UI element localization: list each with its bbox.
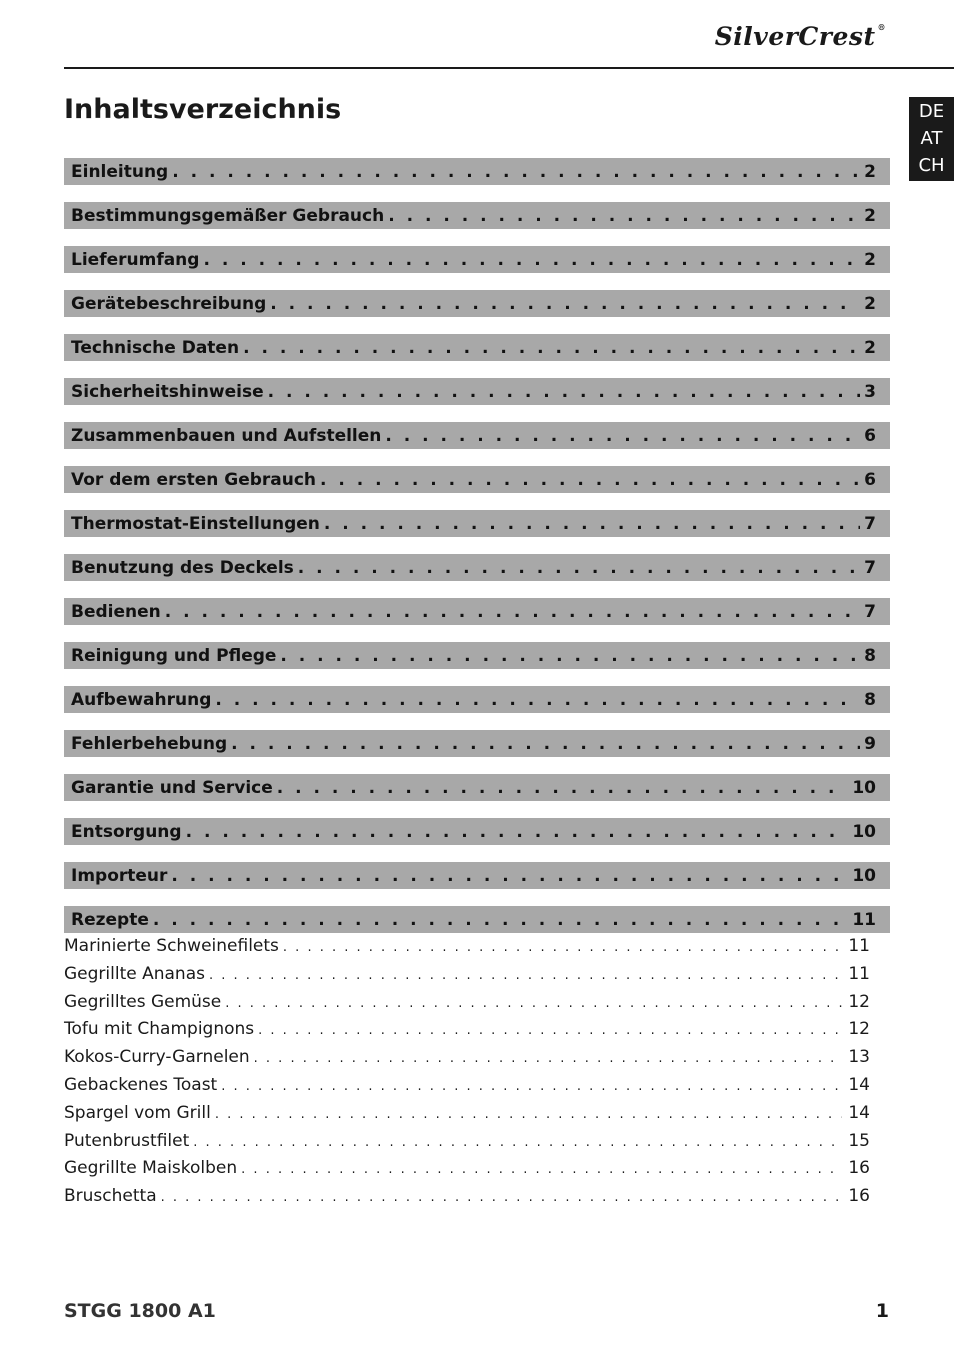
toc-sub-entry-label: Tofu mit Champignons: [64, 1019, 255, 1040]
language-de: DE: [918, 101, 945, 122]
toc-leader: [254, 1051, 842, 1066]
toc-leader: [215, 1107, 842, 1122]
toc-entry[interactable]: [64, 554, 890, 581]
toc-sub-entry-label: Marinierte Schweinefilets: [64, 936, 279, 956]
toc-sub-entry[interactable]: [64, 1019, 870, 1047]
toc-leader: [243, 338, 860, 358]
toc-leader: [225, 996, 842, 1011]
toc-entry[interactable]: [64, 686, 890, 713]
toc-sub-entry-page: 13: [848, 1047, 870, 1068]
toc-leader: [320, 470, 860, 490]
toc-entry-page: 11: [852, 909, 876, 930]
toc-sub-entry-page: 14: [848, 1102, 870, 1123]
toc-entry-label: Vor dem ersten Gebrauch: [71, 469, 317, 490]
toc-sub-entry[interactable]: [64, 964, 870, 992]
toc-entry-page: 7: [864, 601, 876, 622]
toc-leader: [277, 778, 849, 798]
toc-entry[interactable]: [64, 466, 890, 493]
toc-sub-entry[interactable]: [64, 1103, 870, 1131]
toc-sub-entry-page: 14: [848, 1074, 870, 1095]
toc-sub-entry-page: 12: [848, 991, 870, 1012]
toc-sub-entry[interactable]: [64, 992, 870, 1020]
toc-sub-entry-page: 11: [848, 963, 870, 984]
toc-entry[interactable]: [64, 334, 890, 361]
language-at: AT: [920, 128, 943, 149]
brand-name: SilverCrest: [714, 22, 876, 51]
toc-entry-label: Bestimmungsgemäßer Gebrauch: [71, 205, 385, 226]
toc-leader: [270, 294, 860, 314]
toc-entry-page: 8: [864, 645, 876, 666]
toc-sub-entry[interactable]: [64, 936, 870, 964]
toc-sub-entry-label: Gebackenes Toast: [64, 1074, 218, 1095]
toc-sub-entry-label: Kokos-Curry-Garnelen: [64, 1047, 250, 1068]
toc-recipe-list: [64, 936, 870, 1214]
toc-sub-entry-label: Spargel vom Grill: [64, 1102, 211, 1123]
toc-leader: [221, 1079, 842, 1094]
toc-entry-page: 8: [864, 689, 876, 710]
toc-entry[interactable]: [64, 730, 890, 757]
toc-entry[interactable]: [64, 818, 890, 845]
toc-entry-label: Rezepte: [71, 909, 149, 930]
toc-leader: [324, 514, 860, 534]
toc-entry[interactable]: [64, 246, 890, 273]
toc-entry-label: Aufbewahrung: [71, 689, 212, 710]
footer-page-number: 1: [875, 1300, 889, 1322]
toc-sub-entry[interactable]: [64, 1186, 870, 1214]
toc-entry-label: Technische Daten: [71, 337, 240, 358]
toc-entry-label: Fehlerbehebung: [71, 733, 228, 754]
footer-model-number: STGG 1800 A1: [64, 1300, 216, 1322]
toc-entry-label: Reinigung und Pflege: [71, 645, 277, 666]
toc-sub-entry[interactable]: [64, 1158, 870, 1186]
toc-leader: [153, 910, 848, 930]
toc-leader: [209, 968, 842, 983]
toc-sub-entry-label: Gegrillte Ananas: [64, 963, 205, 984]
toc-leader: [280, 646, 860, 666]
language-ch: CH: [918, 155, 945, 176]
toc-leader: [268, 382, 861, 402]
toc-leader: [298, 558, 860, 578]
toc-entry-label: Bedienen: [71, 601, 161, 622]
toc-sub-entry-page: 12: [848, 1019, 870, 1040]
toc-entry[interactable]: [64, 290, 890, 317]
toc-leader: [231, 734, 860, 754]
toc-entry-label: Gerätebeschreibung: [71, 293, 267, 314]
toc-sub-entry[interactable]: [64, 1131, 870, 1159]
toc-entry-label: Lieferumfang: [71, 249, 200, 270]
toc-leader: [193, 1135, 842, 1150]
toc-leader: [165, 602, 860, 622]
toc-entry-page: 2: [864, 161, 876, 182]
language-tab: [909, 97, 954, 181]
toc-sub-entry-page: 16: [848, 1186, 870, 1207]
toc-entry[interactable]: [64, 862, 890, 889]
toc-entry[interactable]: [64, 598, 890, 625]
toc-entry[interactable]: [64, 158, 890, 185]
toc-entry-label: Entsorgung: [71, 821, 182, 842]
toc-entry-page: 10: [852, 777, 876, 798]
toc-entry[interactable]: [64, 422, 890, 449]
page-title: Inhaltsverzeichnis: [64, 94, 342, 125]
toc-leader: [186, 822, 849, 842]
toc-sub-entry-page: 15: [848, 1130, 870, 1151]
toc-leader: [258, 1023, 842, 1038]
toc-entry-page: 6: [864, 469, 876, 490]
toc-entry-label: Einleitung: [71, 161, 169, 182]
toc-leader: [161, 1190, 842, 1205]
toc-leader: [385, 426, 860, 446]
toc-leader: [241, 1162, 842, 1177]
toc-entry-label: Importeur: [71, 865, 168, 886]
toc-entry[interactable]: [64, 774, 890, 801]
toc-sub-entry-label: Gegrillte Maiskolben: [64, 1158, 238, 1179]
header-rule: [64, 67, 954, 69]
toc-entry[interactable]: [64, 202, 890, 229]
toc-entry-label: Sicherheitshinweise: [71, 381, 264, 402]
toc-leader: [215, 690, 860, 710]
brand-logo: [715, 22, 886, 51]
brand-registered-mark: ®: [877, 22, 886, 32]
toc-entry-page: 2: [864, 293, 876, 314]
toc-entry-page: 9: [864, 733, 876, 754]
toc-entry-page: 2: [864, 337, 876, 358]
toc-entry-page: 7: [864, 557, 876, 578]
toc-leader: [388, 206, 860, 226]
toc-sub-entry-page: 11: [848, 936, 870, 956]
toc-main-list: [64, 158, 890, 950]
toc-sub-entry[interactable]: [64, 1075, 870, 1103]
toc-entry-page: 3: [864, 381, 876, 402]
toc-entry-label: Benutzung des Deckels: [71, 557, 294, 578]
toc-sub-entry-label: Bruschetta: [64, 1186, 157, 1207]
toc-leader: [172, 162, 860, 182]
toc-leader: [283, 940, 842, 955]
toc-entry[interactable]: [64, 642, 890, 669]
toc-sub-entry-page: 16: [848, 1158, 870, 1179]
toc-entry-page: 2: [864, 249, 876, 270]
toc-leader: [171, 866, 848, 886]
toc-entry[interactable]: [64, 510, 890, 537]
toc-entry-page: 10: [852, 865, 876, 886]
toc-entry-page: 6: [864, 425, 876, 446]
toc-sub-entry[interactable]: [64, 1047, 870, 1075]
toc-entry-label: Thermostat-Einstellungen: [71, 513, 320, 534]
toc-entry-page: 10: [852, 821, 876, 842]
toc-entry-label: Zusammenbauen und Aufstellen: [71, 425, 382, 446]
toc-leader: [203, 250, 860, 270]
toc-sub-entry-label: Putenbrustfilet: [64, 1130, 190, 1151]
toc-entry[interactable]: [64, 378, 890, 405]
toc-entry-label: Garantie und Service: [71, 777, 273, 798]
toc-entry-page: 2: [864, 205, 876, 226]
toc-entry[interactable]: [64, 906, 890, 933]
toc-sub-entry-label: Gegrilltes Gemüse: [64, 991, 222, 1012]
toc-entry-page: 7: [864, 513, 876, 534]
